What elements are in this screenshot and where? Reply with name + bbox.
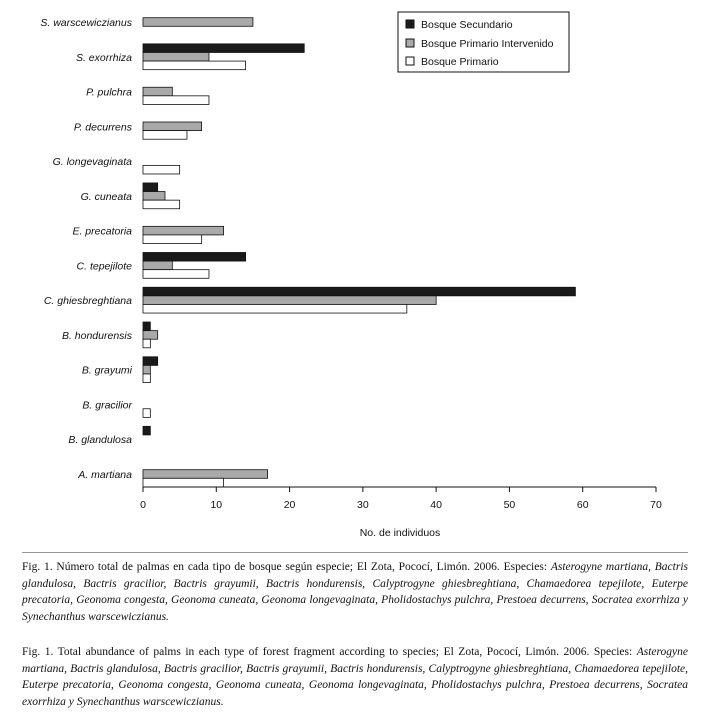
caption-es-species: Asterogyne martiana, Bactris glandulosa, Bactris gracilior, Bactris grayumii, Bactris hondurensis, Calyptrogyne ghiesbreghtiana, Chamaedorea tepejilote, Euterpe precatoria, Geonoma congesta, Geonoma cuneata, Geonoma longevaginata, Pholidostachys pulchra, Prestoea decurrens, Socratea exorrhiza y Synechanthus warscewiczianus. [22, 561, 688, 623]
bar-bosque-secundario [143, 252, 246, 261]
bar-bosque-primario-intervenido [143, 296, 436, 305]
x-tick-label: 10 [210, 499, 223, 511]
bar-bosque-secundario [143, 287, 575, 296]
bar-bosque-primario-intervenido [143, 52, 209, 61]
bar-bosque-primario [143, 96, 209, 105]
bar-bosque-primario [143, 235, 202, 244]
legend-label-bosque-primario-intervenido: Bosque Primario Intervenido [421, 38, 554, 50]
category-label: C. tepejilote [76, 260, 132, 273]
figure-caption-spanish [22, 559, 688, 625]
x-tick-label: 60 [576, 499, 589, 511]
bars-layer [143, 18, 575, 487]
bar-bosque-primario-intervenido [143, 192, 165, 201]
bar-bosque-primario [143, 165, 180, 174]
category-label: A. martiana [78, 469, 132, 481]
category-label: B. grayumi [81, 364, 132, 377]
category-label: P. decurrens [73, 121, 132, 134]
bar-bosque-secundario [143, 183, 158, 192]
bar-bosque-primario [143, 478, 224, 487]
bar-bosque-primario-intervenido [143, 261, 172, 270]
x-tick-label: 20 [283, 499, 296, 511]
bar-bosque-primario [143, 131, 187, 140]
bar-bosque-primario-intervenido [143, 365, 150, 374]
category-label: S. warscewiczianus [40, 17, 132, 29]
x-axis-title: No. de individuos [359, 527, 441, 539]
legend-swatch-bosque-secundario [406, 20, 414, 28]
bar-bosque-primario [143, 61, 246, 70]
legend-label-bosque-secundario: Bosque Secundario [421, 19, 513, 31]
category-labels [40, 17, 132, 481]
legend-label-bosque-primario: Bosque Primario [421, 56, 499, 68]
category-label: S. exorrhiza [75, 51, 132, 64]
x-ticks [140, 487, 662, 511]
legend-swatch-bosque-primario [406, 57, 414, 65]
category-label: G. cuneata [80, 190, 132, 203]
x-tick-label: 70 [650, 499, 662, 511]
category-label: C. ghiesbreghtiana [43, 295, 132, 308]
x-tick-label: 40 [430, 499, 442, 511]
figure-caption-english [22, 644, 688, 710]
legend-swatch-bosque-primario-intervenido [406, 39, 414, 47]
category-label: B. glandulosa [68, 434, 132, 447]
category-label: B. gracilior [82, 399, 132, 412]
bar-bosque-secundario [143, 322, 150, 331]
bar-bosque-secundario [143, 426, 150, 435]
category-label: G. longevaginata [52, 156, 132, 169]
bar-bosque-primario-intervenido [143, 470, 268, 479]
x-tick-label: 0 [140, 499, 146, 511]
bar-bosque-primario [143, 409, 150, 418]
bar-bosque-primario-intervenido [143, 331, 158, 340]
bar-bosque-primario [143, 200, 180, 209]
bar-bosque-primario-intervenido [143, 122, 202, 131]
caption-es-text: Fig. 1. Número total de palmas en cada tipo de bosque según especie; El Zota, Pococí, Limón. 2006. Especies: [22, 561, 551, 573]
bar-bosque-primario [143, 339, 150, 348]
category-label: B. hondurensis [61, 329, 132, 342]
x-tick-label: 50 [503, 499, 516, 511]
bar-bosque-primario-intervenido [143, 226, 224, 235]
caption-en-text: Fig. 1. Total abundance of palms in each type of forest fragment according to species; El Zota, Pococí, Limón. 2006. Species: [22, 646, 637, 658]
caption-divider [22, 552, 688, 553]
bar-bosque-primario-intervenido [143, 18, 253, 27]
x-tick-label: 30 [357, 499, 369, 511]
category-label: E. precatoria [72, 225, 132, 238]
caption-en-species: Asterogyne martiana, Bactris glandulosa, Bactris gracilior, Bactris grayumii, Bactris hondurensis, Calyptrogyne ghiesbreghtiana, Chamaedorea tepejilote, Euterpe precatoria, Geonoma congesta, Geonoma cuneata, Geonoma longevaginata, Pholidostachys pulchra, Prestoea decurrens, Socratea exorrhiza y Synechanthus warscewiczianus. [22, 646, 688, 708]
bar-bosque-secundario [143, 44, 304, 53]
bar-bosque-primario [143, 374, 150, 383]
bar-bosque-secundario [143, 357, 158, 366]
bar-bosque-primario [143, 270, 209, 279]
legend [398, 12, 569, 72]
bar-bosque-primario-intervenido [143, 87, 172, 96]
category-label: P. pulchra [86, 86, 132, 99]
bar-bosque-primario [143, 304, 407, 313]
